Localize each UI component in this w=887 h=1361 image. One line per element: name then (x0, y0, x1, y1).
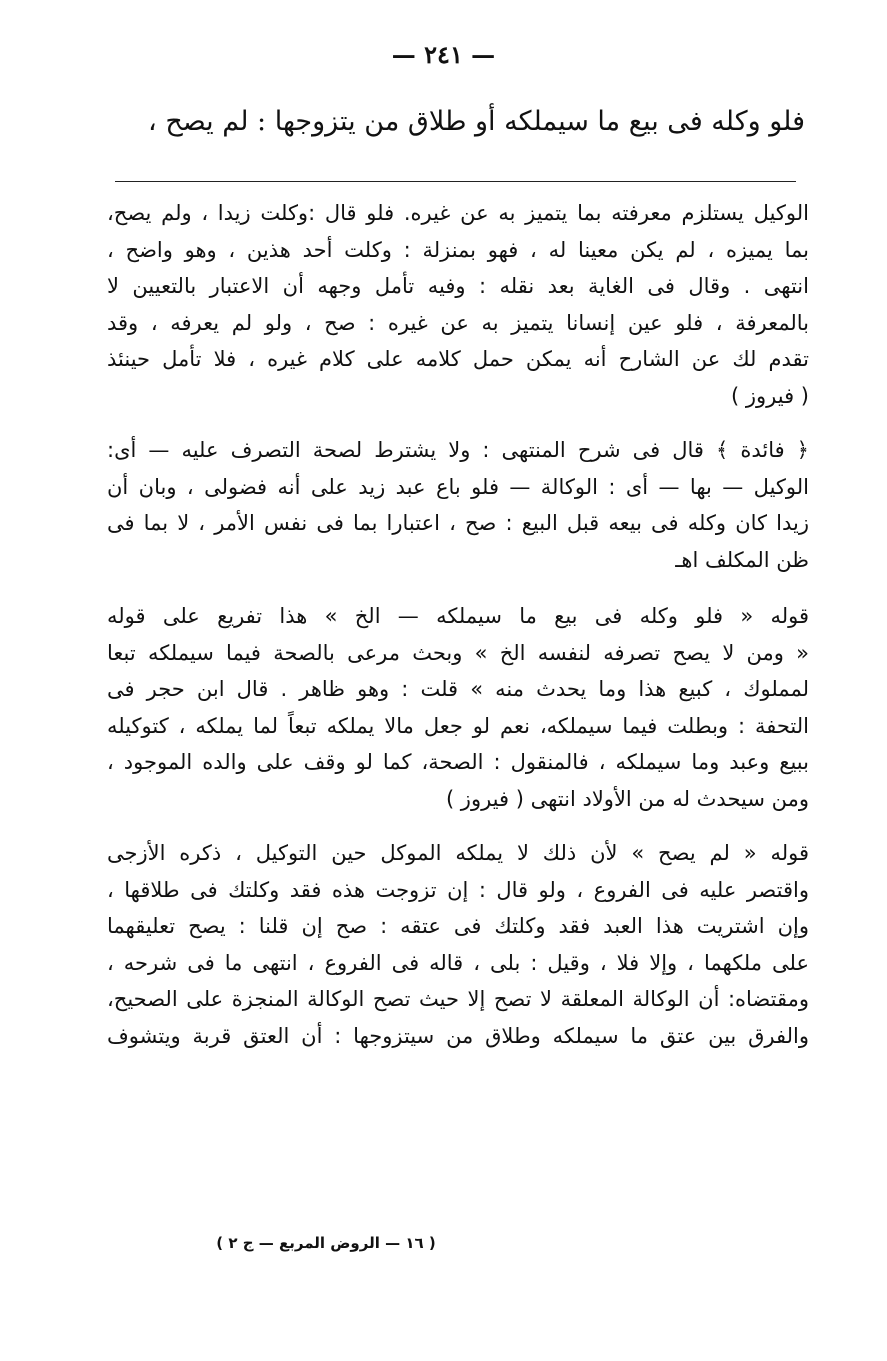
footer-signature: ( ١٦ — الروض المربع — ج ٢ ) (216, 1234, 436, 1252)
note-line: تقدم لك عن الشارح أنه يمكن حمل كلامه على كلام غيره ، فلا تأمل حينئذ (107, 347, 809, 371)
note-line: ظن المكلف اهـ (675, 547, 809, 572)
note-line: الوكيل — بها — أى : الوكالة — فلو باع عبد زيد على أنه فضولى ، وبان أن (107, 474, 809, 499)
note-line: قوله « فلو وكله فى بيع ما سيملكه — الخ » هذا تفريع على قوله (107, 604, 809, 628)
note-line: لمملوك ، كبيع هذا وما يحدث منه » قلت : وهو ظاهر . قال ابن حجر فى (107, 677, 809, 701)
note-line: ببيع وعبد وما سيملكه ، فالمنقول : الصحة، كما لو وقف على والده الموجود ، (107, 750, 809, 774)
note-line: بما يميزه ، لم يكن معينا له ، فهو بمنزلة : وكلت أحد هذين ، وهو واضح ، (107, 237, 809, 262)
note-line: ﴿ فائدة ﴾ قال فى شرح المنتهى : ولا يشترط لصحة التصرف عليه — أى: (107, 438, 809, 462)
note-paragraph (107, 432, 809, 578)
note-line: واقتصر عليه فى الفروع ، ولو قال : إن تزوجت هذه فقد وكلتك فى طلاقها ، (107, 877, 809, 902)
main-text: فلو وكله فى بيع ما سيملكه أو طلاق من يتزوجها : لم يصح ، (148, 106, 805, 137)
note-line: قوله « لم يصح » لأن ذلك لا يملكه الموكل حين التوكيل ، ذكره الأزجى (107, 841, 809, 865)
note-line: « ومن لا يصح تصرفه لنفسه الخ » وبحث مرعى بالصحة فيما سيملكه تبعا (107, 640, 809, 665)
footnotes (107, 195, 809, 1054)
footnote-divider (115, 181, 796, 182)
note-line: والفرق بين عتق ما سيملكه وطلاق من سيتزوجها : أن العتق قربة ويتشوف (107, 1023, 809, 1048)
page-number: — ٢٤١ — (391, 40, 496, 69)
note-line: ومن سيحدث له من الأولاد انتهى ( فيروز ) (445, 786, 809, 811)
note-line: انتهى . وقال فى الغاية بعد نقله : وفيه تأمل وجهه أن الاعتبار بالتعيين لا (107, 274, 809, 298)
note-line: وإن اشتريت هذا العبد فقد وكلتك فى عتقه : صح إن قلنا : يصح تعليقهما (107, 914, 809, 938)
note-paragraph (107, 598, 809, 817)
note-paragraph (107, 195, 809, 414)
note-line: ( فيروز ) (731, 383, 809, 408)
note-line: زيدا كان وكله فى بيعه قبل البيع : صح ، اعتبارا بما فى نفس الأمر ، لا بما فى (107, 511, 809, 535)
note-line: التحفة : وبطلت فيما سيملكه، نعم لو جعل مالا يملكه تبعاً لما يملكه ، كتوكيله (107, 713, 809, 738)
note-line: على ملكهما ، وإلا فلا ، وقيل : بلى ، قاله فى الفروع ، انتهى ما فى شرحه ، (107, 950, 809, 975)
note-line: ومقتضاه: أن الوكالة المعلقة لا تصح إلا حيث تصح الوكالة المنجزة على الصحيح، (107, 987, 809, 1011)
note-line: الوكيل يستلزم معرفته بما يتميز به عن غيره. فلو قال :وكلت زيدا ، ولم يصح، (107, 201, 809, 225)
note-line: بالمعرفة ، فلو عين إنسانا يتميز به عن غيره : صح ، ولو لم يعرفه ، وقد (107, 310, 809, 335)
note-paragraph (107, 835, 809, 1054)
